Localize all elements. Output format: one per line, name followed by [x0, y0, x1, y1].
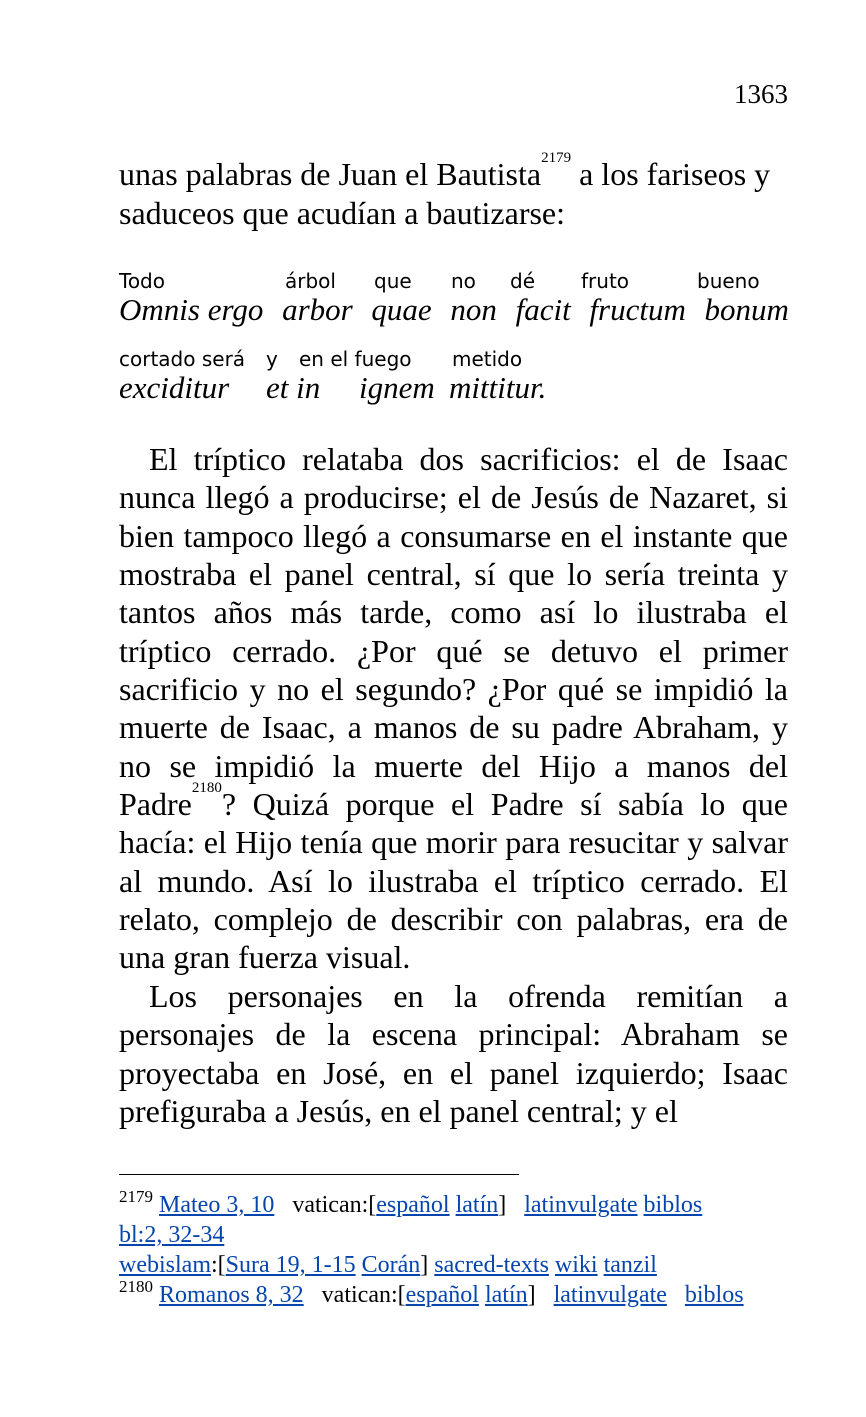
footnote-number: 2179 [119, 1187, 153, 1206]
latin-word: quae [371, 292, 432, 327]
gloss-word: cortado será [119, 347, 246, 371]
gloss-word: que [374, 269, 412, 293]
latin-word: arbor [282, 292, 353, 327]
gloss-word: no [451, 269, 476, 293]
footnote-2179-line-3 [119, 1250, 809, 1280]
gloss-word: árbol [285, 269, 336, 293]
footnote-ref-2179: 2179 [541, 150, 572, 166]
link-latin[interactable]: latín [455, 1192, 499, 1218]
latin-word: facit [515, 292, 571, 327]
bracket: :[ [210, 1252, 226, 1278]
link-mateo[interactable]: Mateo 3, 10 [159, 1192, 275, 1218]
bracket: ] [498, 1192, 507, 1218]
latin-word: fructum [589, 292, 686, 327]
intro-text-before: unas palabras de Juan el Bautista [119, 156, 542, 192]
link-sura[interactable]: Sura 19, 1-15 [225, 1252, 356, 1278]
gloss-word: bueno [697, 269, 760, 293]
gloss-spanish-1 [119, 269, 789, 293]
gloss-word: fruto [581, 269, 630, 293]
link-espanol[interactable]: español [376, 1192, 450, 1218]
link-espanol[interactable]: español [405, 1282, 479, 1308]
latin-word: Omnis ergo [119, 292, 264, 327]
bracket: ] [527, 1282, 536, 1308]
footnote-ref-2180: 2180 [191, 780, 222, 797]
intro-text-after: a los fariseos y saduceos que acudían a bautizarse: [119, 156, 771, 231]
gloss-word: metido [452, 347, 523, 371]
link-latinvulgate[interactable]: latinvulgate [553, 1282, 667, 1308]
footnote-2180-line-1 [119, 1277, 809, 1310]
gloss-word: en el fuego [299, 347, 412, 371]
footnotes [119, 1187, 809, 1310]
paragraph-text: El tríptico relataba dos sacrificios: el de Isaac nunca llegó a producirse; el de Jesús de Nazaret, si bien tampoco llegó a consumarse en el instante que mostraba el panel central, sí que lo sería treinta y tantos años más tarde, como así lo ilustraba el tríptico cerrado. ¿Por qué se detuvo el primer sacrificio y no el segundo? ¿Por qué se impidió la muerte de Isaac, a manos de su padre Abraham, y no se impidió la muerte del Hijo a manos del Padre [119, 441, 788, 823]
gloss-word: y [266, 347, 278, 371]
footnote-separator [119, 1174, 519, 1175]
latin-word: non [450, 292, 497, 327]
footnote-number: 2180 [119, 1277, 153, 1296]
footnote-2179-line-2 [119, 1220, 809, 1250]
paragraph-characters: Los personajes en la ofrenda remitían a personajes de la escena principal: Abraham se proyectaba en José, en el panel izquierdo; Isaac prefiguraba a Jesús, en el panel central; y el [119, 977, 788, 1129]
gloss-line-1 [119, 269, 789, 327]
link-wiki[interactable]: wiki [554, 1252, 598, 1278]
latin-word: mittitur. [449, 370, 547, 405]
gloss-latin-2 [119, 371, 789, 405]
paragraph-triptych [119, 440, 788, 977]
gloss-word: Todo [119, 269, 165, 293]
latin-word: exciditur [119, 370, 230, 405]
link-bl[interactable]: bl:2, 32-34 [119, 1222, 225, 1248]
link-biblos[interactable]: biblos [684, 1282, 744, 1308]
paragraph-text: ? Quizá porque el Padre sí sabía lo que hacía: el Hijo tenía que morir para resucitar y salvar al mundo. Así lo ilustraba el tríptico cerrado. El relato, complejo de describir con palabras, era de una gran fuerza visual. [119, 786, 788, 976]
gloss-word: dé [510, 269, 535, 293]
body-text [119, 440, 788, 1130]
vatican-label: vatican:[ [292, 1192, 377, 1218]
latin-word: et in [266, 370, 321, 405]
link-webislam[interactable]: webislam [119, 1252, 211, 1278]
gloss-line-2 [119, 347, 789, 405]
vatican-label: vatican:[ [321, 1282, 406, 1308]
link-coran[interactable]: Corán [361, 1252, 421, 1278]
page-number: 1363 [734, 79, 788, 109]
latin-word: bonum [704, 292, 789, 327]
link-latin[interactable]: latín [484, 1282, 528, 1308]
footnote-2179-line-1 [119, 1187, 809, 1220]
gloss-latin-1 [119, 293, 789, 327]
bracket: ] [420, 1252, 429, 1278]
link-latinvulgate[interactable]: latinvulgate [524, 1192, 638, 1218]
link-sacred-texts[interactable]: sacred-texts [434, 1252, 549, 1278]
latin-word: ignem [359, 370, 435, 405]
link-biblos[interactable]: biblos [643, 1192, 703, 1218]
intro-paragraph [119, 150, 788, 233]
gloss-spanish-2 [119, 347, 789, 371]
link-tanzil[interactable]: tanzil [603, 1252, 657, 1278]
link-romanos[interactable]: Romanos 8, 32 [159, 1282, 304, 1308]
